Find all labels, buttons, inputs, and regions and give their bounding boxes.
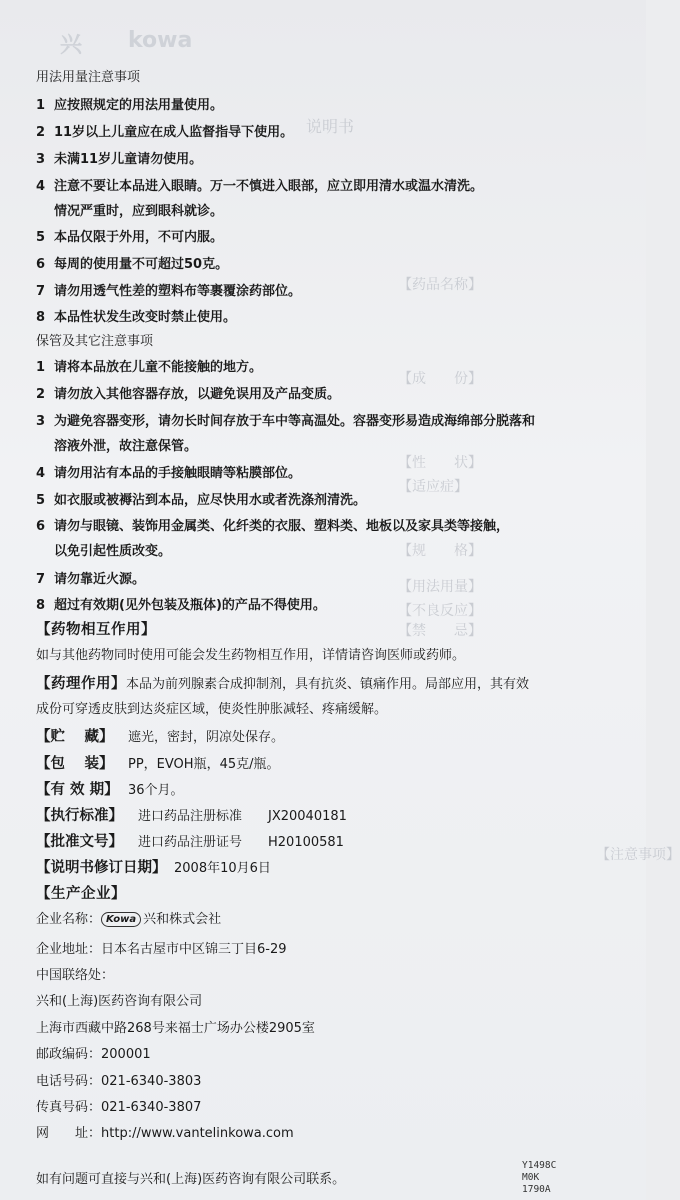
field-package: 【包 装】 PP，EVOH瓶，45克/瓶。 [36,756,280,772]
bleed-line: 【成 份】 [398,371,482,387]
bleed-logo-2: kowa [128,28,193,53]
usage-item-4: 4 注意不要让本品进入眼睛。万一不慎进入眼部，应立即用清水或温水清洗。 [36,179,484,194]
usage-item-4-cont: 情况严重时，应到眼科就诊。 [54,204,224,219]
pharmacology-label: 【药理作用】 [36,676,126,692]
field-storage: 【贮 藏】 遮光，密封，阴凉处保存。 [36,729,285,745]
storage-item-6-cont: 以免引起性质改变。 [54,544,172,559]
storage-item-1: 1 请将本品放在儿童不能接触的地方。 [36,360,263,375]
storage-item-6: 6 请勿与眼镜、装饰用金属类、化纤类的衣服、塑料类、地板以及家具类等接触， [36,519,510,534]
bleed-title: 说明书 [306,117,355,136]
usage-item-8: 8 本品性状发生改变时禁止使用。 [36,310,237,325]
pharmacology-row [36,674,636,695]
field-standard: 【执行标准】 进口药品注册标准 JX20040181 [36,808,347,824]
footer-note: 如有问题可直接与兴和(上海)医药咨询有限公司联系。 [36,1172,346,1187]
bleed-line: 【规 格】 [398,543,482,559]
pharmacology-text-1: 本品为前列腺素合成抑制剂，具有抗炎、镇痛作用。局部应用，其有效 [126,677,530,692]
fax: 传真号码：021-6340-3807 [36,1100,202,1115]
website: 网 址：http://www.vantelinkowa.com [36,1126,294,1141]
storage-item-8: 8 超过有效期(见外包装及瓶体)的产品不得使用。 [36,598,326,613]
bleed-line: 【性 状】 [398,455,482,471]
storage-item-3-cont: 溶液外泄，故注意保管。 [54,439,198,454]
usage-item-2: 2 11岁以上儿童应在成人监督指导下使用。 [36,125,294,140]
storage-item-7: 7 请勿靠近火源。 [36,572,146,587]
interaction-heading: 【药物相互作用】 [36,622,156,638]
china-company: 兴和(上海)医药咨询有限公司 [36,994,203,1009]
storage-section-title: 保管及其它注意事项 [36,334,154,349]
manufacturer-heading: 【生产企业】 [36,886,126,902]
storage-item-5: 5 如衣服或被褥沾到本品，应尽快用水或者洗涤剂清洗。 [36,493,367,508]
kowa-logo: Kowa [101,912,141,927]
bleed-line: 【用法用量】 [398,579,482,595]
china-contact: 中国联络处： [36,968,115,983]
usage-item-5: 5 本品仅限于外用，不可内服。 [36,230,224,245]
usage-section-title: 用法用量注意事项 [36,70,141,85]
interaction-text: 如与其他药物同时使用可能会发生药物相互作用，详情请咨询医师或药师。 [36,648,466,663]
bleed-line: 【不良反应】 [398,603,482,619]
field-expiry: 【有 效 期】 36个月。 [36,782,184,798]
bleed-line: 【适应症】 [398,479,468,495]
field-approval: 【批准文号】 进口药品注册证号 H20100581 [36,834,344,850]
field-revision-date: 【说明书修订日期】 2008年10月6日 [36,860,271,876]
manufacturer-name: 企业名称： Kowa 兴和株式会社 [36,912,222,927]
phone: 电话号码：021-6340-3803 [36,1074,202,1089]
usage-item-1: 1 应按照规定的用法用量使用。 [36,98,224,113]
usage-item-3: 3 未满11岁儿童请勿使用。 [36,152,203,167]
bleed-line: 【禁 忌】 [398,623,482,639]
manufacturer-address: 企业地址：日本名古屋市中区锦三丁目6-29 [36,942,287,957]
storage-item-4: 4 请勿用沾有本品的手接触眼睛等粘膜部位。 [36,466,302,481]
bleed-line: 【注意事项】 [596,847,680,863]
print-codes: Y1498C M0K 1790A [522,1160,557,1195]
usage-item-7: 7 请勿用透气性差的塑料布等裹覆涂药部位。 [36,284,302,299]
usage-item-6: 6 每周的使用量不可超过50克。 [36,257,229,272]
bleed-line: 【药品名称】 [398,277,482,293]
china-office: 上海市西藏中路268号来福士广场办公楼2905室 [36,1021,315,1036]
postcode: 邮政编码：200001 [36,1047,151,1062]
bleed-logo-1: 兴 [60,33,83,58]
storage-item-2: 2 请勿放入其他容器存放，以避免误用及产品变质。 [36,387,341,402]
storage-item-3: 3 为避免容器变形，请勿长时间存放于车中等高温处。容器变形易造成海绵部分脱落和 [36,414,536,429]
pharmacology-text-2: 成份可穿透皮肤到达炎症区域，使炎性肿胀减轻、疼痛缓解。 [36,702,388,717]
